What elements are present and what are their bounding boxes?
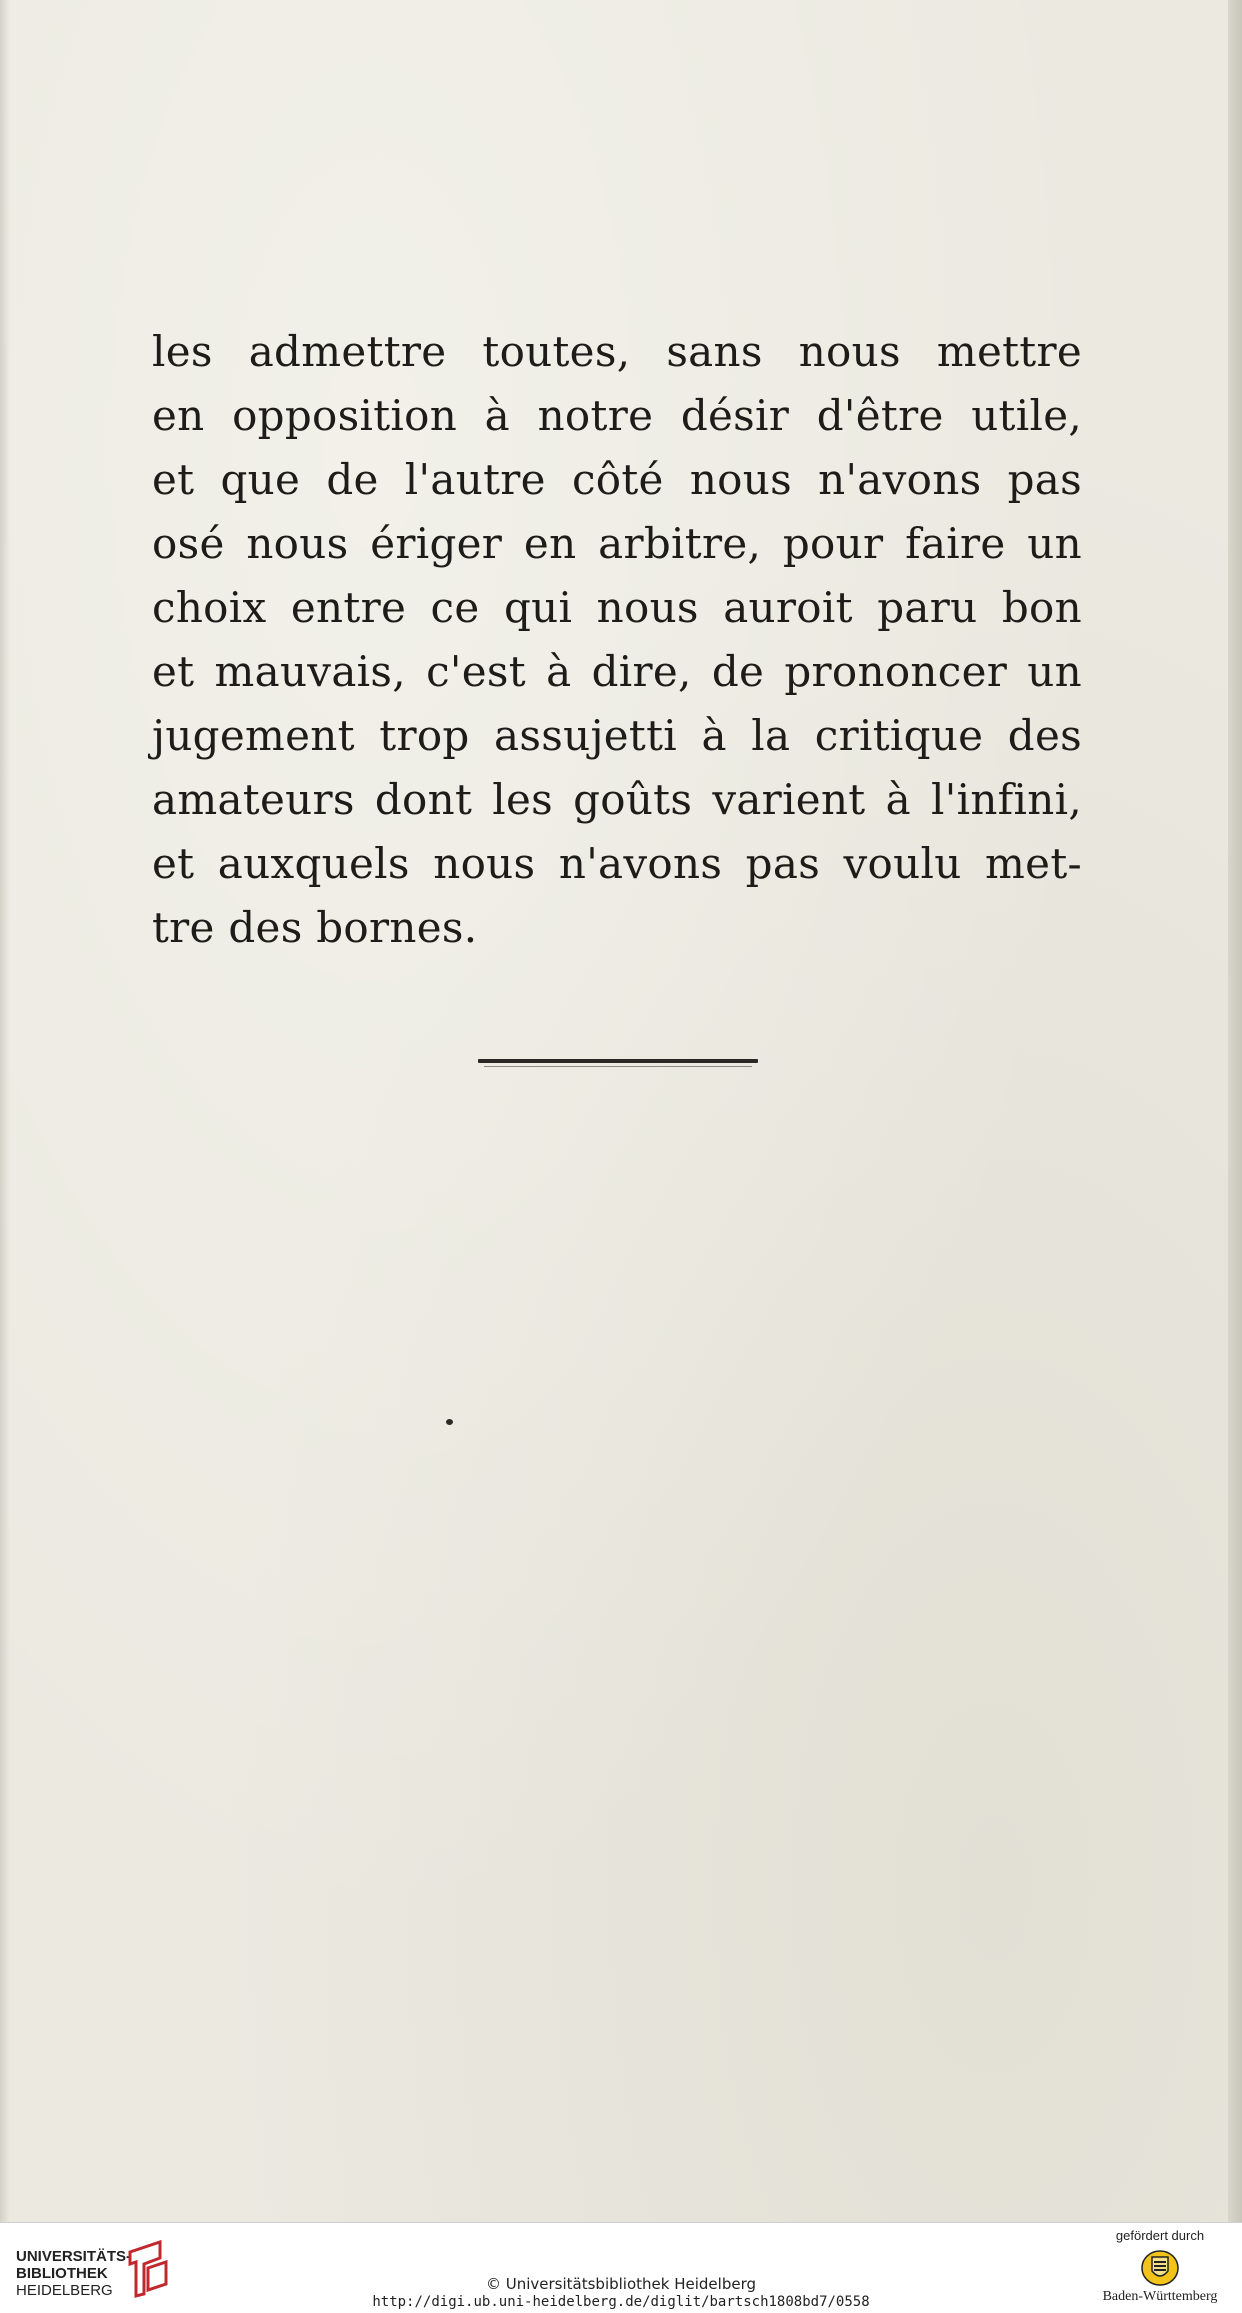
section-divider-rule [478,1059,758,1063]
library-name-line2: BIBLIOTHEK [16,2265,108,2282]
text-line: tre des bornes. [152,903,478,952]
page-left-edge [0,0,10,2222]
text-line: et auxquels nous n'avons pas voulu met- [152,839,1082,888]
library-name-line3: HEIDELBERG [16,2282,113,2299]
text-line: et que de l'autre côté nous n'avons pas [152,455,1082,504]
page-right-edge [1228,0,1242,2222]
text-line: en opposition à notre désir d'être utile, [152,391,1082,440]
sponsor-label: gefördert durch [1115,2228,1205,2243]
body-text [152,320,1082,960]
sponsor-block[interactable] [1090,2228,1230,2305]
text-line: choix entre ce qui nous auroit paru bon [152,583,1082,632]
sponsor-name: Baden-Württemberg [1102,2289,1218,2304]
text-line: amateurs dont les goûts varient à l'infini, [152,775,1082,824]
coat-of-arms-icon [1140,2249,1180,2287]
text-line: jugement trop assujetti à la critique des [152,711,1082,760]
text-line: osé nous ériger en arbitre, pour faire un [152,519,1082,568]
text-line: les admettre toutes, sans nous mettre [152,327,1082,376]
permalink-url[interactable]: http://digi.ub.uni-heidelberg.de/diglit/bartsch1808bd7/0558 [372,2294,870,2310]
ink-speck [446,1419,453,1425]
text-line: et mauvais, c'est à dire, de prononcer un [152,647,1082,696]
copyright-notice: © Universitätsbibliothek Heidelberg [485,2275,756,2293]
library-name-line1: UNIVERSITÄTS- [16,2248,132,2265]
section-divider-rule-shadow [484,1066,752,1067]
